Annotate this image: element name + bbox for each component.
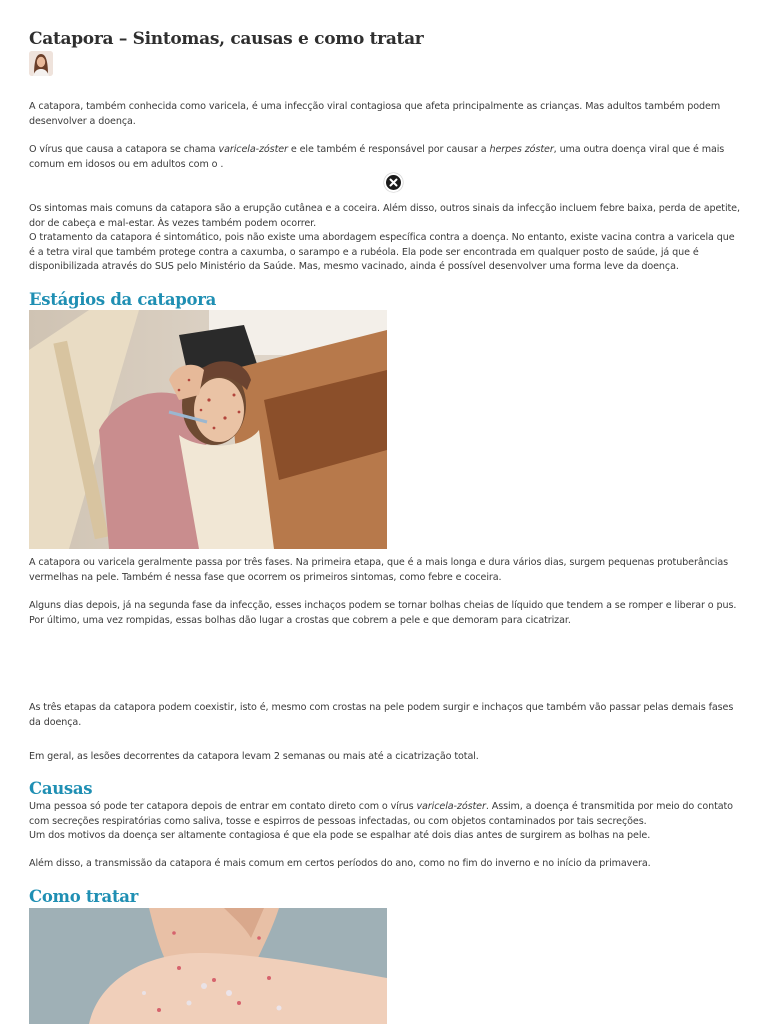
symptoms-paragraph: Os sintomas mais comuns da catapora são a erupção cutânea e a coceira. Além disso, outros sinais da infecção incluem febre baixa, perda de apetite, dor de cabeça e mal-estar. Às vezes também podem ocorrer. bbox=[29, 203, 740, 229]
author-avatar[interactable] bbox=[29, 51, 53, 76]
causes-paragraph-2: Um dos motivos da doença ser altamente contagiosa é que ela pode se espalhar até dois dias antes de surgirem as bolhas na pele. bbox=[29, 830, 651, 841]
intro-paragraph-1: A catapora, também conhecida como varicela, é uma infecção viral contagiosa que afeta principalmente as crianças. Mas adultos também podem desenvolver a doença. bbox=[29, 101, 721, 127]
stages-paragraph-3: As três etapas da catapora podem coexistir, isto é, mesmo com crostas na pele podem surgir e inchaços que também vão passar pelas demais fases da doença. bbox=[29, 702, 734, 728]
heading-how-to-treat: Como tratar bbox=[29, 887, 139, 906]
page-title: Catapora – Sintomas, causas e como tratar bbox=[29, 29, 424, 49]
heading-stages: Estágios da catapora bbox=[29, 290, 216, 309]
child-with-chickenpox-image bbox=[29, 310, 387, 549]
causes-paragraph-1: Uma pessoa só pode ter catapora depois de entrar em contato direto com o vírus varicela-zóster. Assim, a doença é transmitida por meio do contato com secreções respiratórias como saliva, tosse e espirros de pessoas infectadas, ou com objetos contaminados por tais secreções. bbox=[29, 801, 733, 827]
treatment-paragraph: O tratamento da catapora é sintomático, pois não existe uma abordagem específica contra a doença. No entanto, existe vacina contra a varicela que é a tetra viral que também protege contra a caxumba, o sarampo e a rubéola. Ela pode ser encontrada em qualquer posto de saúde, já que é disponibilizada através do SUS pelo Ministério da Saúde. Mas, mesmo vacinado, ainda é possível desenvolver uma forma leve da doença. bbox=[29, 232, 735, 272]
chickenpox-back-image bbox=[29, 908, 387, 1024]
stages-paragraph-1: A catapora ou varicela geralmente passa por três fases. Na primeira etapa, que é a mais longa e dura vários dias, surgem pequenas protuberâncias vermelhas na pele. Também é nessa fase que ocorrem os primeiros sintomas, como febre e coceira. bbox=[29, 557, 728, 583]
close-icon[interactable] bbox=[384, 173, 403, 192]
stages-paragraph-2: Alguns dias depois, já na segunda fase da infecção, esses inchaços podem se tornar bolhas cheias de líquido que tendem a se romper e liberar o pus. Por último, uma vez rompidas, essas bolhas dão lugar a crostas que cobrem a pele e que demoram para cicatrizar. bbox=[29, 600, 737, 626]
intro-paragraph-2: O vírus que causa a catapora se chama varicela-zóster e ele também é responsável por causar a herpes zóster, uma outra doença viral que é mais comum em idosos ou em adultos com o . bbox=[29, 144, 725, 170]
heading-causes: Causas bbox=[29, 779, 93, 798]
stages-paragraph-4: Em geral, as lesões decorrentes da catapora levam 2 semanas ou mais até a cicatrização total. bbox=[29, 751, 479, 762]
causes-paragraph-3: Além disso, a transmissão da catapora é mais comum em certos períodos do ano, como no fim do inverno e no início da primavera. bbox=[29, 858, 651, 869]
